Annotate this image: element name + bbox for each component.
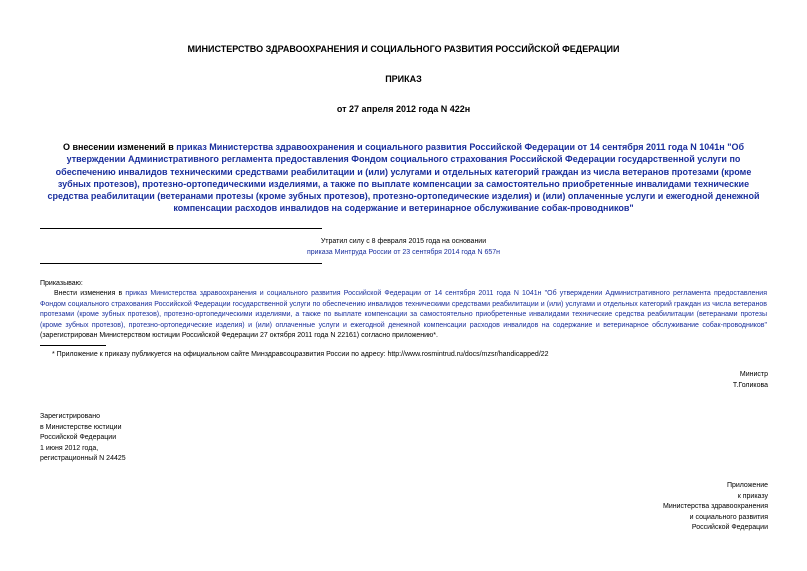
prikazyvayu-label: Приказываю: bbox=[40, 280, 83, 287]
body-order-link[interactable]: приказ Министерства здравоохранения и социального развития Российской Федерации от 14 сентября 2011 года N 1041н "Об утверждении Административного регламента предоставления Фондом социального страхования Российской Федерации государственной услуги по обеспечению инвалидов техническими средствами реабилитации и (или) услугами и отдельных категорий граждан из числа ветеранов протезами (кроме зубных протезов), протезно-ортопедическими изделиями, а также по выплате компенсации за самостоятельно приобретенные инвалидами технические средства реабилитации (ветеранами протезы (кроме зубных протезов), протезно-ортопедические изделия) и (или) оплаченные услуги и ежегодной денежной компенсации расходов инвалидов на содержание и ветеринарное обслуживание собак-проводников" bbox=[40, 290, 767, 329]
footnote-divider bbox=[40, 345, 106, 346]
signature-position: Министр bbox=[739, 371, 768, 378]
signature-block bbox=[560, 370, 768, 391]
signature-name: Т.Голикова bbox=[732, 381, 768, 389]
footnote: * Приложение к приказу публикуется на официальном сайте Минздравсоцразвития России по адресу: http://www.rosmintrud.ru/docs/mzsr/handicapped/22 bbox=[52, 351, 549, 358]
registration-block bbox=[40, 412, 240, 465]
registration-line: регистрационный N 24425 bbox=[40, 455, 126, 463]
heading-prefix: О внесении изменений в bbox=[62, 142, 177, 152]
divider-top bbox=[40, 228, 322, 229]
appendix-line: Российской Федерации bbox=[691, 524, 768, 532]
appendix-line: Министерства здравоохранения bbox=[663, 503, 768, 511]
repeal-order-link[interactable]: приказа Минтруда России от 23 сентября 2014 года N 657н bbox=[306, 249, 501, 256]
body-paragraph bbox=[40, 289, 767, 342]
registration-line: 1 июня 2012 года, bbox=[40, 444, 99, 452]
heading-link[interactable]: приказ Министерства здравоохранения и социального развития Российской Федерации от 14 сентября 2011 года N 1041н "Об утверждении Административного регламента предоставления Фондом социального страхования Российской Федерации государственной услуги по обеспечению инвалидов техническими средствами реабилитации и (или) услугами и отдельных категорий граждан из числа ветеранов протезами (кроме зубных протезов), протезно-ортопедическими изделиями, а также по выплате компенсации за самостоятельно приобретенные инвалидами технические средства реабилитации (ветеранами протезы (кроме зубных протезов), протезно-ортопедические изделия) и (или) оплаченные услуги и ежегодной денежной компенсации расходов инвалидов на содержание и ветеринарное обслуживание собак-проводников" bbox=[47, 142, 760, 214]
document-type: ПРИКАЗ bbox=[385, 74, 422, 84]
lost-force-notice: Утратил силу с 8 февраля 2015 года на основании bbox=[320, 238, 487, 245]
appendix-line: и социального развития bbox=[689, 513, 768, 521]
divider-bottom bbox=[40, 263, 322, 264]
registration-line: в Министерстве юстиции bbox=[40, 423, 122, 431]
document-date-number: от 27 апреля 2012 года N 422н bbox=[336, 104, 471, 114]
registration-line: Российской Федерации bbox=[40, 434, 117, 442]
appendix-line: Приложение bbox=[726, 482, 768, 489]
body-suffix: (зарегистрирован Министерством юстиции Российской Федерации 27 октября 2011 года N 22161) согласно приложению*. bbox=[40, 332, 438, 340]
body-prefix: Внести изменения в bbox=[54, 290, 126, 297]
appendix-block bbox=[560, 481, 768, 534]
appendix-line: к приказу bbox=[737, 492, 768, 500]
ministry-title: МИНИСТЕРСТВО ЗДРАВООХРАНЕНИЯ И СОЦИАЛЬНОГО РАЗВИТИЯ РОССИЙСКОЙ ФЕДЕРАЦИИ bbox=[187, 44, 620, 54]
registration-line: Зарегистрировано bbox=[40, 413, 100, 420]
document-heading bbox=[40, 141, 767, 215]
